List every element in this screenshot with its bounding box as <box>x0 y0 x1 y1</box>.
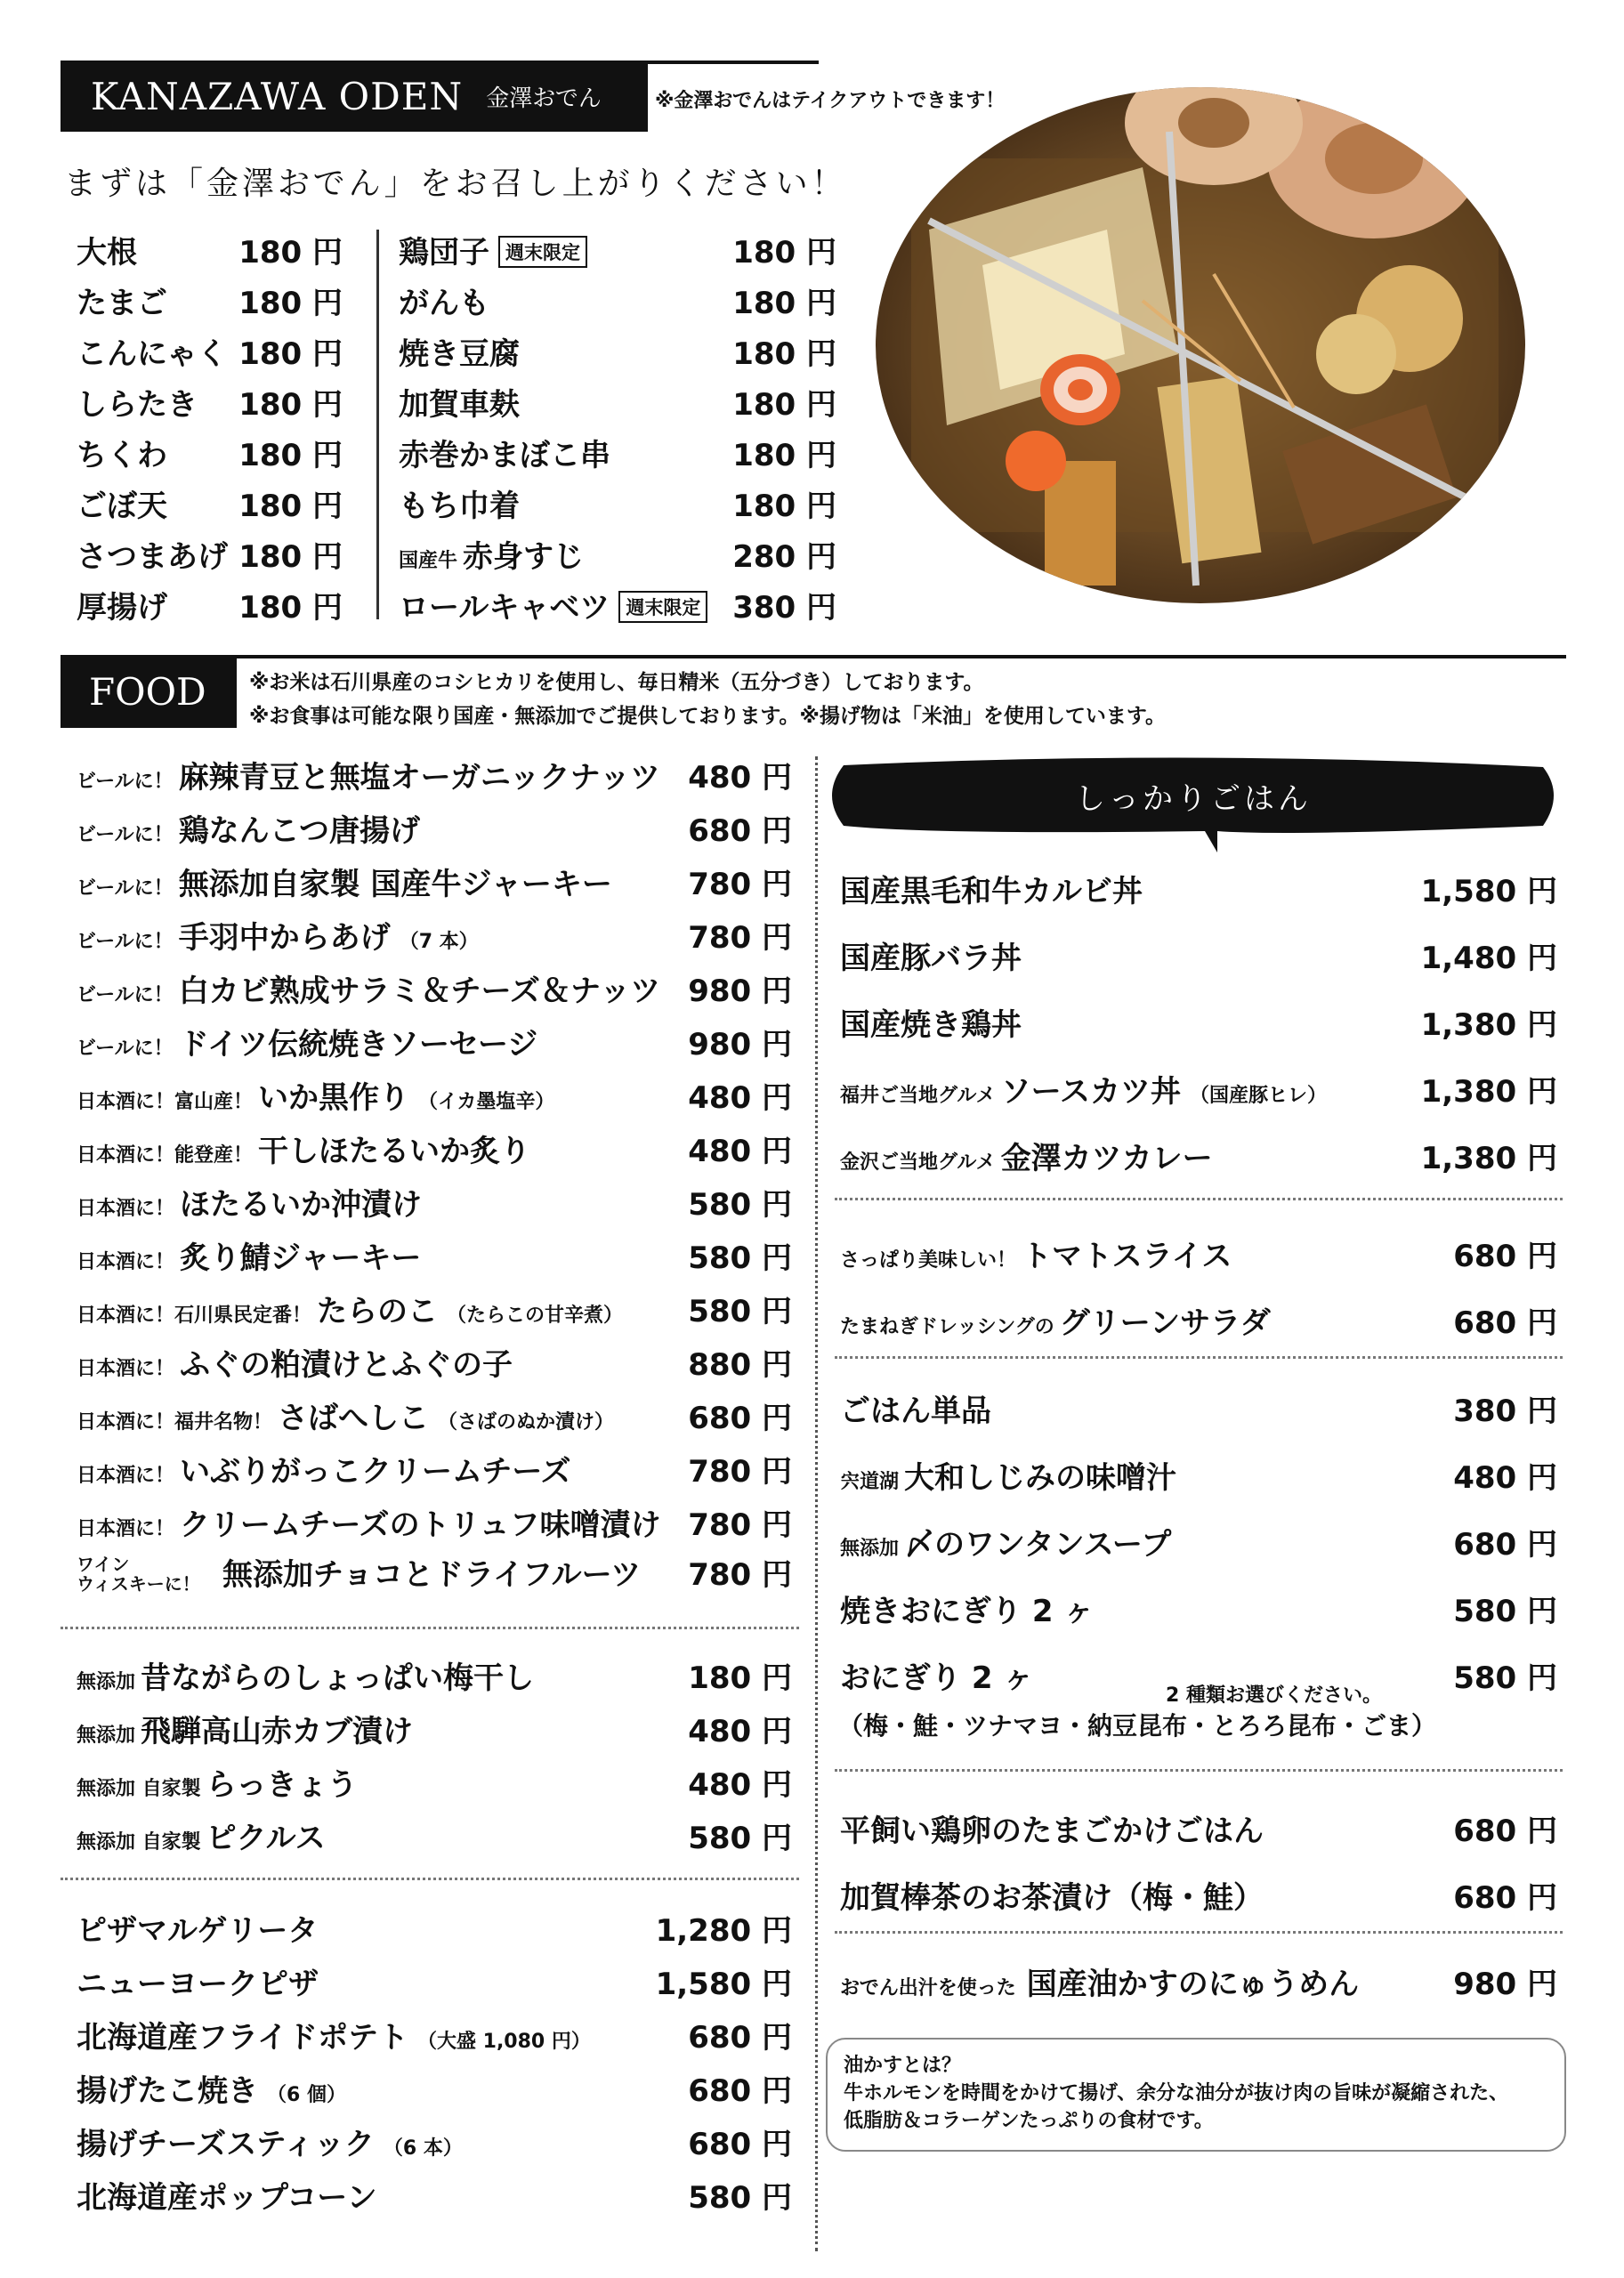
item-price: 580 円 <box>688 1187 792 1223</box>
item-prefix: 日本酒に！ <box>77 1251 175 1273</box>
pickle-item <box>77 1707 413 1750</box>
oden-item <box>77 329 227 373</box>
item-name: グリーンサラダ <box>1059 1305 1271 1341</box>
item-price: 1,380 円 <box>1420 1007 1557 1043</box>
item-name: 焼きおにぎり 2 ヶ <box>840 1594 1095 1629</box>
item-name: たまご <box>77 286 167 321</box>
item-price: 780 円 <box>688 1454 792 1490</box>
side-item <box>840 1386 991 1430</box>
item-price: 180 円 <box>732 235 836 271</box>
item-price: 580 円 <box>688 2180 792 2216</box>
drink-pairing-item <box>77 1233 421 1277</box>
oden-item <box>77 481 167 525</box>
special-item <box>840 1806 1264 1850</box>
item-name: 鶏なんこつ唐揚げ <box>178 813 421 849</box>
item-price: 680 円 <box>688 813 792 849</box>
item-prefix: 無添加 <box>840 1538 900 1560</box>
item-price: 680 円 <box>688 2020 792 2056</box>
item-price: 480 円 <box>1453 1460 1557 1496</box>
item-price: 580 円 <box>688 1240 792 1276</box>
item-price: 180 円 <box>238 387 343 423</box>
pickle-item <box>77 1814 326 1857</box>
drink-pairing-item <box>77 1180 422 1224</box>
item-name: ごはん単品 <box>840 1393 991 1429</box>
item-price: 180 円 <box>238 539 343 575</box>
onigiri-choose-note: 2 種類お選びください。 <box>1166 1684 1382 1707</box>
item-name: さばへしこ <box>278 1401 430 1436</box>
item-price: 280 円 <box>732 539 836 575</box>
item-prefix: 金沢ご当地グルメ <box>840 1151 996 1174</box>
oden-item <box>399 279 489 322</box>
item-prefix: 宍道湖 <box>840 1471 900 1493</box>
item-name: おにぎり 2 ヶ <box>840 1660 1034 1696</box>
food-note-2: ※お食事は可能な限り国産・無添加でご提供しております。※揚げ物は「米油」を使用しています。 <box>249 705 1167 728</box>
item-name: いか黒作り <box>258 1080 410 1116</box>
item-price: 1,380 円 <box>1420 1074 1557 1110</box>
oden-item <box>399 583 707 626</box>
item-name: 鶏団子 <box>399 235 489 271</box>
item-price: 680 円 <box>688 1401 792 1436</box>
item-price: 580 円 <box>1453 1660 1557 1696</box>
item-note: （イカ墨塩辛） <box>418 1091 555 1113</box>
oden-photo <box>876 87 1525 603</box>
item-name: ピクルス <box>206 1821 326 1856</box>
item-name: もち巾着 <box>399 489 520 524</box>
aburakasu-info-box <box>826 2038 1566 2152</box>
item-price: 180 円 <box>732 387 836 423</box>
item-price: 580 円 <box>1453 1594 1557 1629</box>
item-note: （大盛 1,080 円） <box>416 2031 591 2053</box>
item-name: こんにゃく <box>77 336 228 372</box>
drink-pairing-item <box>77 1020 537 1063</box>
item-price: 780 円 <box>688 867 792 902</box>
item-price: 180 円 <box>238 590 343 626</box>
item-prefix: 日本酒に！富山産！ <box>77 1091 254 1113</box>
item-price: 480 円 <box>688 1714 792 1749</box>
item-price: 180 円 <box>732 336 836 372</box>
oden-item <box>399 532 584 576</box>
item-name: ニューヨークピザ <box>77 1967 319 2002</box>
item-name: 大和しじみの味噌汁 <box>904 1460 1177 1496</box>
item-prefix: 日本酒に！石川県民定番！ <box>77 1305 312 1327</box>
item-note: （6 本） <box>383 2137 463 2160</box>
oden-item <box>77 228 137 271</box>
item-prefix: 国産牛 <box>399 550 458 572</box>
side-item <box>840 1587 1094 1630</box>
item-price: 580 円 <box>688 1294 792 1329</box>
item-price: 680 円 <box>1453 1527 1557 1563</box>
drink-pairing-item <box>77 1393 614 1437</box>
item-note: （6 個） <box>267 2084 346 2106</box>
item-name: ごぼ天 <box>77 489 167 524</box>
divider-pickles <box>61 1627 799 1629</box>
oden-title-en: KANAZAWA ODEN <box>91 74 464 118</box>
oden-item <box>77 380 198 424</box>
item-name: 加賀棒茶のお茶漬け（梅・鮭） <box>840 1880 1264 1916</box>
wine-prefix-2: ウィスキーに！ <box>77 1573 200 1595</box>
drink-pairing-item <box>77 806 420 850</box>
item-name: 加賀車麸 <box>399 387 520 423</box>
snack-item <box>77 2013 591 2056</box>
item-name: 揚げチーズスティック <box>77 2127 375 2162</box>
item-name: ピザマルゲリータ <box>77 1913 319 1949</box>
item-note: （国産豚ヒレ） <box>1190 1085 1328 1107</box>
item-name: 平飼い鶏卵のたまごかけごはん <box>840 1814 1264 1849</box>
oden-item <box>399 431 610 474</box>
gohan-banner <box>826 755 1561 852</box>
item-prefix: 日本酒に！ <box>77 1198 175 1220</box>
item-name: ちくわ <box>77 438 167 473</box>
item-prefix: 日本酒に！ <box>77 1465 175 1487</box>
food-header <box>61 655 237 728</box>
onigiri-options: （梅・鮭・ツナマヨ・納豆昆布・とろろ昆布・ごま） <box>838 1711 1437 1741</box>
item-name: 大根 <box>77 235 137 271</box>
column-divider <box>815 756 818 2251</box>
oden-item <box>77 583 167 626</box>
side-item <box>840 1520 1171 1563</box>
item-prefix: ビールに！ <box>77 877 174 900</box>
item-name: 北海道産フライドポテト <box>77 2020 408 2056</box>
item-name: 焼き豆腐 <box>399 336 520 372</box>
wine-prefix-1: ワイン <box>77 1554 130 1575</box>
item-price: 180 円 <box>688 1660 792 1696</box>
item-note: （7 本） <box>399 931 479 953</box>
donburi-item <box>840 1067 1327 1111</box>
food-header-rule <box>61 655 1566 658</box>
item-prefix: 福井ご当地グルメ <box>840 1085 996 1107</box>
item-price: 1,580 円 <box>655 1967 792 2002</box>
drink-pairing-item <box>77 753 660 796</box>
item-name: さつまあげ <box>77 539 228 575</box>
item-price: 680 円 <box>1453 1880 1557 1916</box>
item-price: 980 円 <box>688 1027 792 1062</box>
item-name: 赤身すじ <box>463 539 585 575</box>
item-price: 480 円 <box>688 1080 792 1116</box>
item-name: ドイツ伝統焼きソーセージ <box>178 1027 538 1062</box>
donburi-item <box>840 1134 1213 1177</box>
item-name: らっきょう <box>206 1767 358 1803</box>
divider-salads <box>835 1198 1563 1200</box>
item-name: クリームチーズのトリュフ味噌漬け <box>180 1507 661 1543</box>
item-note: （さばのぬか漬け） <box>438 1411 615 1434</box>
item-price: 180 円 <box>732 438 836 473</box>
food-title: FOOD <box>89 669 206 714</box>
snack-item <box>77 2173 377 2217</box>
item-price: 480 円 <box>688 1767 792 1803</box>
item-name: 無添加自家製 国産牛ジャーキー <box>178 867 612 902</box>
nyumen-prefix: おでん出汁を使った <box>840 1977 1016 1999</box>
oden-item <box>399 380 520 424</box>
item-price: 680 円 <box>688 2127 792 2162</box>
oden-tagline: まずは「金澤おでん」をお召し上がりください！ <box>64 166 847 202</box>
drink-pairing-item <box>77 860 612 903</box>
special-item <box>840 1873 1264 1917</box>
item-name: 手羽中からあげ <box>178 920 391 956</box>
divider-sides <box>835 1356 1563 1359</box>
item-price: 780 円 <box>688 920 792 956</box>
aburakasu-answer-1: 牛ホルモンを時間をかけて揚げ、余分な油分が抜け肉の旨味が凝縮された、 <box>844 2082 1509 2104</box>
item-name: 揚げたこ焼き <box>77 2073 258 2109</box>
aburakasu-question: 油かすとは？ <box>844 2055 962 2077</box>
takeout-note: ※金澤おでんはテイクアウトできます！ <box>655 90 1006 112</box>
item-price: 180 円 <box>732 489 836 524</box>
item-price: 380 円 <box>732 590 836 626</box>
item-name: 飛騨高山赤カブ漬け <box>141 1714 414 1749</box>
divider-snacks <box>61 1878 799 1880</box>
item-price: 680 円 <box>688 2073 792 2109</box>
item-name: 北海道産ポップコーン <box>77 2180 377 2216</box>
item-name: しらたき <box>77 387 198 423</box>
item-name: 白カビ熟成サラミ＆チーズ＆ナッツ <box>178 973 661 1009</box>
item-name: ふぐの粕漬けとふぐの子 <box>180 1347 513 1383</box>
snack-item <box>77 2120 463 2163</box>
donburi-item <box>840 933 1022 977</box>
item-price: 180 円 <box>238 489 343 524</box>
item-price: 180 円 <box>238 438 343 473</box>
nyumen-price: 980 円 <box>1453 1967 1557 2002</box>
drink-pairing-item <box>77 913 479 957</box>
drink-pairing-item <box>77 1447 571 1490</box>
item-prefix: ビールに！ <box>77 931 174 953</box>
oden-item <box>77 532 228 576</box>
weekend-limited-badge: 週末限定 <box>618 591 707 623</box>
item-prefix: 日本酒に！ <box>77 1518 175 1540</box>
item-note: （たらこの甘辛煮） <box>447 1305 624 1327</box>
item-name: 国産豚バラ丼 <box>840 941 1022 976</box>
oden-header <box>61 61 648 132</box>
oden-title-jp: 金澤おでん <box>486 85 602 112</box>
oden-item <box>77 279 167 322</box>
item-prefix: たまねぎドレッシングの <box>840 1316 1054 1338</box>
item-name: 昔ながらのしょっぱい梅干し <box>141 1660 535 1696</box>
weekend-limited-badge: 週末限定 <box>498 236 587 268</box>
item-price: 480 円 <box>688 1134 792 1169</box>
drink-pairing-item <box>77 1340 513 1384</box>
item-name: ほたるいか沖漬け <box>180 1187 423 1223</box>
item-name: 厚揚げ <box>77 590 167 626</box>
donburi-item <box>840 867 1143 910</box>
item-name: 赤巻かまぼこ串 <box>399 438 610 473</box>
item-name: 麻辣青豆と無塩オーガニックナッツ <box>178 760 660 796</box>
item-price: 780 円 <box>688 1507 792 1543</box>
food-note-1: ※お米は石川県産のコシヒカリを使用し、毎日精米（五分づき）しております。 <box>249 671 984 694</box>
divider-specials <box>835 1769 1563 1772</box>
item-price: 180 円 <box>238 336 343 372</box>
item-name: 国産焼き鶏丼 <box>840 1007 1022 1043</box>
item-price: 1,480 円 <box>1420 941 1557 976</box>
drink-pairing-item <box>77 1287 623 1330</box>
divider-nyumen <box>835 1931 1563 1934</box>
pickle-item <box>77 1653 534 1697</box>
item-prefix: 無添加 自家製 <box>77 1778 201 1800</box>
item-name: 金澤カツカレー <box>1000 1141 1213 1176</box>
snack-item <box>77 2066 346 2110</box>
item-name: 国産黒毛和牛カルビ丼 <box>840 874 1143 909</box>
oden-divider <box>376 230 379 619</box>
salad-item <box>840 1232 1232 1275</box>
item-prefix: ビールに！ <box>77 984 174 1006</box>
item-name: 〆のワンタンスープ <box>904 1527 1172 1563</box>
item-price: 1,280 円 <box>655 1913 792 1949</box>
item-prefix: 日本酒に！能登産！ <box>77 1144 254 1167</box>
item-price: 180 円 <box>238 286 343 321</box>
oden-item <box>399 228 587 271</box>
nyumen-name: 国産油かすのにゅうめん <box>1026 1967 1360 2002</box>
item-prefix: 日本酒に！ <box>77 1358 175 1380</box>
snack-item <box>77 1906 318 1950</box>
donburi-item <box>840 1000 1022 1044</box>
pickle-item <box>77 1760 358 1804</box>
wine-item-price: 780 円 <box>688 1557 792 1593</box>
item-prefix: ビールに！ <box>77 1038 174 1060</box>
item-prefix: ビールに！ <box>77 824 174 846</box>
salad-item <box>840 1298 1271 1342</box>
item-name: ソースカツ丼 <box>1000 1074 1181 1110</box>
oden-header-rule <box>623 61 819 64</box>
oden-item <box>399 329 520 373</box>
item-prefix: さっぱり美味しい！ <box>840 1249 1017 1272</box>
item-price: 680 円 <box>1453 1305 1557 1341</box>
item-price: 480 円 <box>688 760 792 796</box>
item-name: 炙り鯖ジャーキー <box>180 1240 422 1276</box>
item-name: いぶりがっこクリームチーズ <box>180 1454 571 1490</box>
drink-pairing-item <box>77 1500 661 1544</box>
item-price: 1,380 円 <box>1420 1141 1557 1176</box>
item-price: 1,580 円 <box>1420 874 1557 909</box>
item-name: トマトスライス <box>1022 1239 1232 1274</box>
item-price: 180 円 <box>732 286 836 321</box>
item-name: ロールキャベツ <box>399 590 610 626</box>
oden-item <box>399 481 520 525</box>
drink-pairing-item <box>77 966 660 1010</box>
item-name: たらのこ <box>317 1294 439 1329</box>
drink-pairing-item <box>77 1073 554 1117</box>
item-price: 980 円 <box>688 973 792 1009</box>
item-name: 干しほたるいか炙り <box>258 1134 531 1169</box>
item-prefix: 無添加 <box>77 1671 136 1693</box>
oden-item <box>77 431 167 474</box>
drink-pairing-item <box>77 1127 530 1170</box>
item-prefix: 日本酒に！福井名物！ <box>77 1411 273 1434</box>
aburakasu-answer-2: 低脂肪＆コラーゲンたっぷりの食材です。 <box>844 2110 1214 2132</box>
item-price: 680 円 <box>1453 1239 1557 1274</box>
item-price: 880 円 <box>688 1347 792 1383</box>
item-price: 580 円 <box>688 1821 792 1856</box>
gohan-title: しっかりごはん <box>1075 781 1312 817</box>
item-name: がんも <box>399 286 489 321</box>
wine-item-name: 無添加チョコとドライフルーツ <box>222 1557 642 1593</box>
item-prefix: 無添加 <box>77 1725 136 1747</box>
item-price: 680 円 <box>1453 1814 1557 1849</box>
side-item <box>840 1453 1176 1497</box>
item-price: 180 円 <box>238 235 343 271</box>
item-prefix: 無添加 自家製 <box>77 1831 201 1854</box>
item-price: 380 円 <box>1453 1393 1557 1429</box>
item-prefix: ビールに！ <box>77 771 174 793</box>
snack-item <box>77 1959 319 2003</box>
side-item <box>840 1653 1033 1697</box>
